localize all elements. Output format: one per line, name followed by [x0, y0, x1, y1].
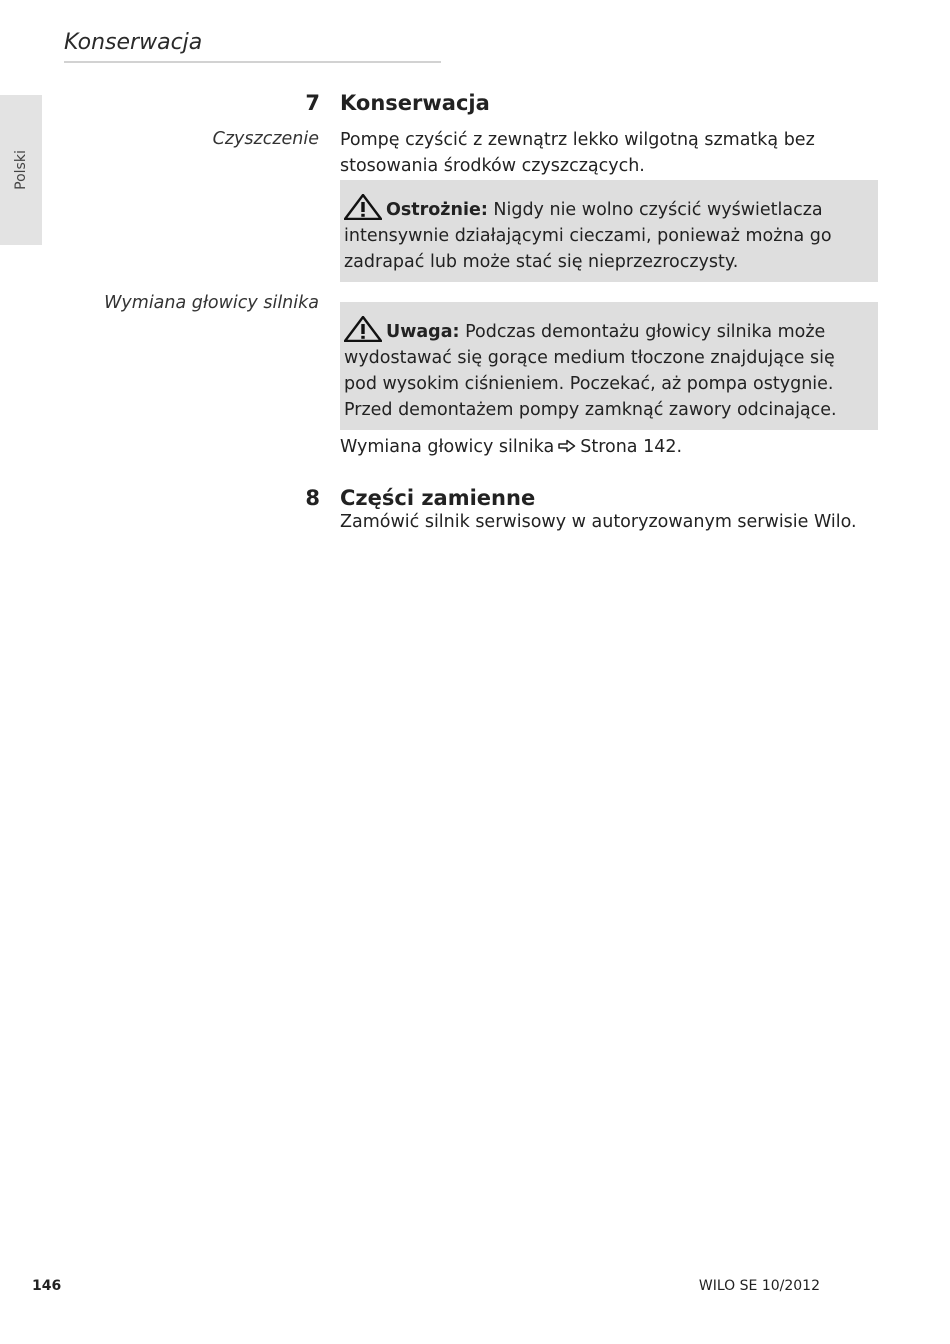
running-header-title: Konserwacja — [64, 30, 203, 55]
cleaning-paragraph: Pompę czyścić z zewnątrz lekko wilgotną szmatką bez stosowania środków czyszczących. — [340, 130, 815, 176]
caution-text: Nigdy nie wolno czyścić wyświetlacza intensywnie działającymi cieczami, ponieważ można go zadrapać lub może stać się nieprzezroczysty. — [344, 200, 832, 272]
language-side-tab — [0, 95, 42, 245]
publisher-footer: WILO SE 10/2012 — [698, 1278, 820, 1294]
caution-label: Ostrożnie: — [386, 200, 488, 220]
warning-label: Uwaga: — [386, 322, 460, 342]
spare-parts-paragraph: Zamówić silnik serwisowy w autoryzowanym serwisie Wilo. — [340, 512, 857, 532]
warning-text-valves: Przed demontażem pompy zamknąć zawory odcinające. — [344, 400, 837, 420]
language-label: Polski — [13, 150, 29, 190]
section-7-title: Konserwacja — [340, 91, 490, 115]
motor-head-side-label: Wymiana głowicy silnika — [104, 293, 319, 313]
header-divider — [64, 61, 441, 63]
cleaning-side-label: Czyszczenie — [212, 129, 319, 149]
section-8-title: Części zamienne — [340, 486, 536, 510]
reference-text: Wymiana głowicy silnika — [340, 437, 555, 457]
caution-notice-box — [340, 180, 878, 282]
page-number: 146 — [32, 1278, 62, 1294]
reference-page-link[interactable]: Strona 142. — [580, 437, 683, 457]
warning-triangle-icon — [344, 194, 382, 220]
warning-triangle-icon — [344, 316, 382, 342]
warning-text: Podczas demontażu głowicy silnika może wydostawać się gorące medium tłoczone znajdujące się pod wysokim ciśnieniem. Poczekać, aż pompa ostygnie. — [344, 322, 835, 394]
section-8-number: 8 — [305, 486, 320, 510]
section-7-number: 7 — [305, 91, 320, 115]
motor-head-reference — [340, 434, 880, 460]
warning-notice-box — [340, 302, 878, 430]
arrow-right-icon — [558, 439, 576, 453]
